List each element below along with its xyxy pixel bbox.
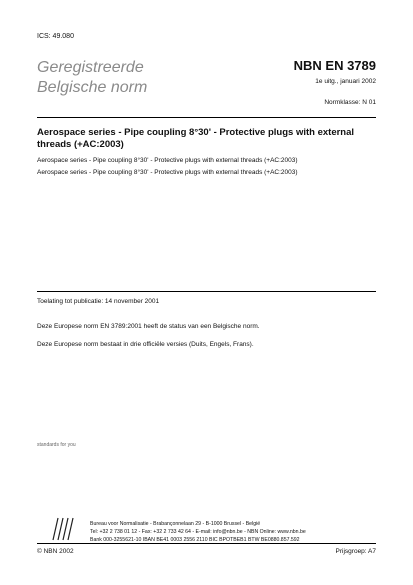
edition-date: 1e uitg., januari 2002 <box>315 78 376 85</box>
publisher-address: Bureau voor Normalisatie - Brabançonnelaan 29 - B-1000 Brussel - België <box>90 521 261 527</box>
publisher-bank: Bank 000-3255621-10 IBAN BE41 0003 2556 2110 BIC BPOTBEB1 BTW BE0880.857.592 <box>90 537 300 543</box>
alt-title-2: Aerospace series - Pipe coupling 8°30' - Protective plugs with external threads (+AC:2003) <box>37 169 298 176</box>
top-divider <box>37 117 376 118</box>
copyright: © NBN 2002 <box>37 548 74 555</box>
ratification-date: Toelating tot publicatie: 14 november 2001 <box>37 298 160 305</box>
document-title: Aerospace series - Pipe coupling 8°30' - Protective plugs with external threads (+AC:2003) <box>37 127 355 150</box>
alt-title-1: Aerospace series - Pipe coupling 8°30' - Protective plugs with external threads (+AC:2003) <box>37 157 298 164</box>
publisher-contact: Tel: +32 2 738 01 12 - Fax: +32 2 733 42 64 - E-mail: info@nbn.be - NBN Online: www.nbn.be <box>90 529 306 535</box>
nbn-logo-icon <box>50 512 76 542</box>
classification: Normklasse: N 01 <box>324 99 376 106</box>
publisher-info <box>90 520 306 544</box>
standard-number: NBN EN 3789 <box>293 58 376 73</box>
language-note: Deze Europese norm bestaat in drie officiële versies (Duits, Engels, Frans). <box>37 341 254 348</box>
mid-divider <box>37 291 376 292</box>
bottom-divider <box>37 543 376 544</box>
logo-caption: standards for you <box>37 442 76 448</box>
brand-line-1: Geregistreerde <box>37 59 144 76</box>
ics-code: ICS: 49.080 <box>37 33 74 40</box>
brand-line-2: Belgische norm <box>37 79 148 96</box>
status-note: Deze Europese norm EN 3789:2001 heeft de status van een Belgische norm. <box>37 323 260 330</box>
price-group: Prijsgroep: A7 <box>335 548 376 555</box>
brand-title <box>37 58 147 98</box>
